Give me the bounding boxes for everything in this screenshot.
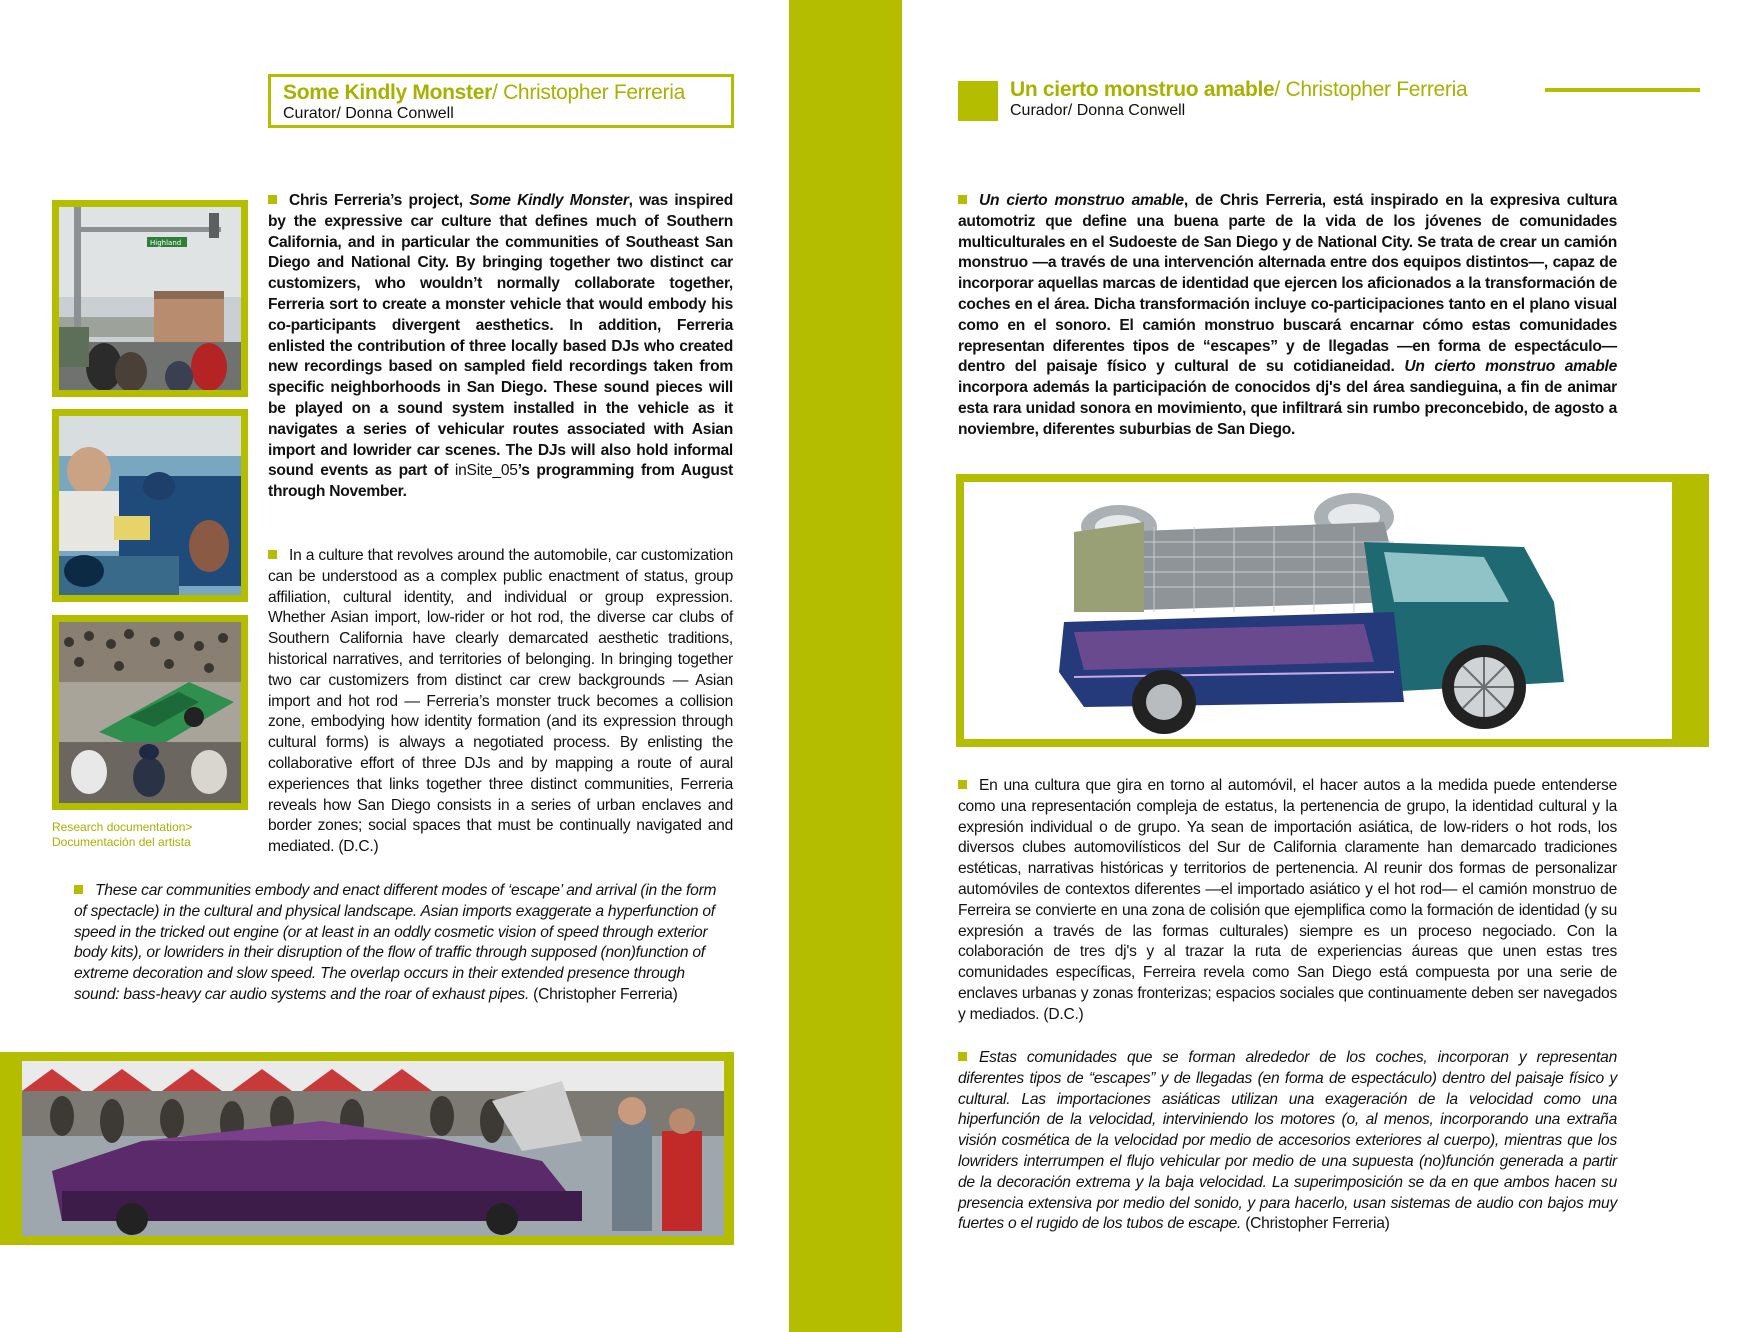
center-gutter — [789, 0, 902, 1332]
bullet-square — [268, 195, 277, 204]
right-title-rule — [1545, 88, 1700, 92]
photo-crowd-car — [59, 416, 241, 595]
right-curator: Curador/ Donna Conwell — [1010, 102, 1186, 119]
left-p1-end: ’s programming from August through November. — [268, 462, 734, 501]
left-quote — [74, 881, 730, 1006]
photo-lowrider-frame — [52, 615, 248, 810]
left-p1-body: , was inspired by the expressive car culture that defines much of Southern California, and in particular the communities of Southeast San Diego and National City. By bringing together two distinct car customizers, who wouldn’t normally collaborate together, Ferreria sort to create a monster vehicle that would embody his co-participants divergent aesthetics. In addition, Ferreria enlisted the contribution of three locally based DJs who created new recordings based on sampled field recordings taken from specific neighborhoods in San Diego. These sound pieces will be played on a sound system installed in the vehicle as it navigates a series of vehicular routes associated with Asian import and lowrider car scenes. The DJs will also hold informal sound events as part of — [268, 192, 733, 480]
right-title-author: / Christopher Ferreria — [1274, 78, 1468, 101]
left-quote-text: These car communities embody and enact different modes of ‘escape’ and arrival (in the form of spectacle) in the cultural and physical landscape. Asian imports exaggerate a hyperfunction of speed in the tricked out engine (or at least in an oddly cosmetic vision of speed through exterior body kits), or lowriders in their disruption of the flow of traffic through supposed (non)function of extreme decoration and slow speed. The overlap occurs in their extended presence through sound: bass-heavy car audio systems and the roar of exhaust pipes. — [74, 882, 717, 1003]
photo-street-frame — [52, 200, 248, 397]
right-quote-text: Estas comunidades que se forman alrededor de los coches, incorporan y representan diferentes tipos de “escapes” y de llegadas (en forma de espectáculo) dentro del paisaje físico y cultural. Las importaciones asiáticas utilizan una exageración de la velocidad como una hiperfunción de la velocidad, interviniendo los motores (o, al menos, incorporando una extraña visión cosmética de la velocidad por medio de accesorios exteriores al cuerpo), mientras que los lowriders interrumpen el flujo vehicular por medio de una supuesta (no)función generada a partir de la decoración extrema y la baja velocidad. La superimposición se da en que ambos hacen su presencia extensiva por medio del sonido, y para hacerlo, usan sistemas de audio con bajos muy fuertes o el rugido de los tubos de escape. — [958, 1049, 1617, 1233]
right-p1-end: incorpora además la participación de conocidos dj's del área sandieguina, a fin de animar esta rara unidad sonora en movimiento, que infiltrará sin rumbo preconcebido, de agosto a noviembre, diferentes suburbias de San Diego. — [958, 379, 1617, 438]
right-title-marker — [958, 81, 998, 121]
street-sign: Highland — [150, 239, 182, 247]
right-quote-credit: (Christopher Ferreria) — [1241, 1215, 1390, 1233]
right-paragraph-1 — [958, 191, 1617, 441]
left-curator: Curator/ Donna Conwell — [283, 105, 454, 122]
left-photo-caption — [52, 820, 252, 850]
left-p1-project-name: Some Kindly Monster — [469, 192, 629, 209]
left-title-bold: Some Kindly Monster — [283, 81, 492, 104]
photo-street — [59, 207, 241, 390]
right-quote — [958, 1048, 1617, 1235]
right-p1-project-name-2: Un cierto monstruo amable — [1404, 358, 1617, 376]
photo-monster-truck — [964, 482, 1672, 739]
bullet-square — [958, 1052, 967, 1061]
right-p1-project-name: Un cierto monstruo amable — [979, 192, 1184, 209]
left-p1-insite: inSite_05 — [454, 462, 518, 480]
right-title — [1010, 78, 1530, 102]
bullet-square — [958, 195, 967, 204]
right-p2-body: En una cultura que gira en torno al automóvil, el hacer autos a la medida puede entenderse como una representación compleja de estatus, la pertenencia de grupo, la identidad cultural y la expresión individual o de grupo. Ya sean de importación asiática, de low-riders o hot rods, los diversos clubes automovilísticos del Sur de California claramente han demarcado tradiciones estéticas, narrativas históricas y territorios de pertenencia. Al reunir dos formas de personalizar automóviles de contextos diferentes —el importado asiático y el hot rod— el camión monstruo de Ferreira se convierte en una zona de colisión que ejemplifica como la formación de identidad (y su expresión a través de las formas culturales) siempre es un proceso negociado. Con la colaboración de tres dj's y al trazar la ruta de experiencias áureas que unen estas tres comunidades específicas, Ferreira revela como San Diego está compuesta por una serie de enclaves urbanas y zonas fronterizas; espacios sociales que continuamente deben ser navegados y mediados. (D.C.) — [958, 777, 1617, 1023]
left-title-author: / Christopher Ferreria — [492, 81, 685, 104]
right-paragraph-2 — [958, 776, 1617, 1026]
caption-line-es: Documentación del artista — [52, 835, 191, 849]
left-quote-credit: (Christopher Ferreria) — [529, 985, 678, 1003]
left-title — [283, 81, 719, 105]
caption-line-en: Research documentation> — [52, 820, 193, 834]
photo-car-show — [22, 1061, 724, 1236]
right-title-block — [1010, 78, 1530, 120]
photo-lowrider — [59, 622, 241, 803]
left-p2-body: In a culture that revolves around the automobile, car customization can be understood as a complex public enactment of status, group affiliation, cultural identity, and individual or group expression. Whether Asian import, low-rider or hot rod, the diverse car clubs of Southern California have clearly demarcated aesthetic traditions, historical narratives, and territories of belonging. In bringing together two car customizers from distinct car crew backgrounds — Asian import and hot rod — Ferreria’s monster truck becomes a collision zone, embodying how identity formation (and its expression through cultural forms) is always a negotiated process. By enlisting the collaborative effort of three DJs and by mapping a route of aural experiences that links together three distinct communities, Ferreria reveals how San Diego consists in a series of urban enclaves and border zones; social spaces that must be continually navigated and mediated. (D.C.) — [268, 547, 733, 856]
photo-monster-truck-frame — [956, 474, 1709, 747]
left-title-box — [268, 74, 734, 128]
left-p1-lead: Chris Ferreria’s project, — [289, 192, 470, 209]
photo-crowd-car-frame — [52, 409, 248, 602]
right-title-bold: Un cierto monstruo amable — [1010, 78, 1275, 101]
left-paragraph-1 — [268, 191, 733, 503]
left-paragraph-2 — [268, 546, 733, 858]
bullet-square — [74, 885, 83, 894]
bullet-square — [268, 550, 277, 559]
right-p1-body: , de Chris Ferreria, está inspirado en la expresiva cultura automotriz que define una buena parte de la vida de los jóvenes de comunidades multiculturales en el Sudoeste de San Diego y de National City. Se trata de crear un camión monstruo —a través de una intervención alternada entre dos equipos distintos—, capaz de incorporar aquellas marcas de identidad que ejercen los aficionados a la transformación de coches en el área. Dicha transformación incluye co-participaciones tanto en el plano visual como en el sonoro. El camión monstruo buscará encarnar cómo estas comunidades representan diferentes tipos de “escapes” y de llegadas —en forma de espectáculo— dentro del paisaje físico y cultural de su cotidianeidad. — [958, 192, 1618, 376]
photo-car-show-frame — [0, 1052, 734, 1245]
bullet-square — [958, 780, 967, 789]
